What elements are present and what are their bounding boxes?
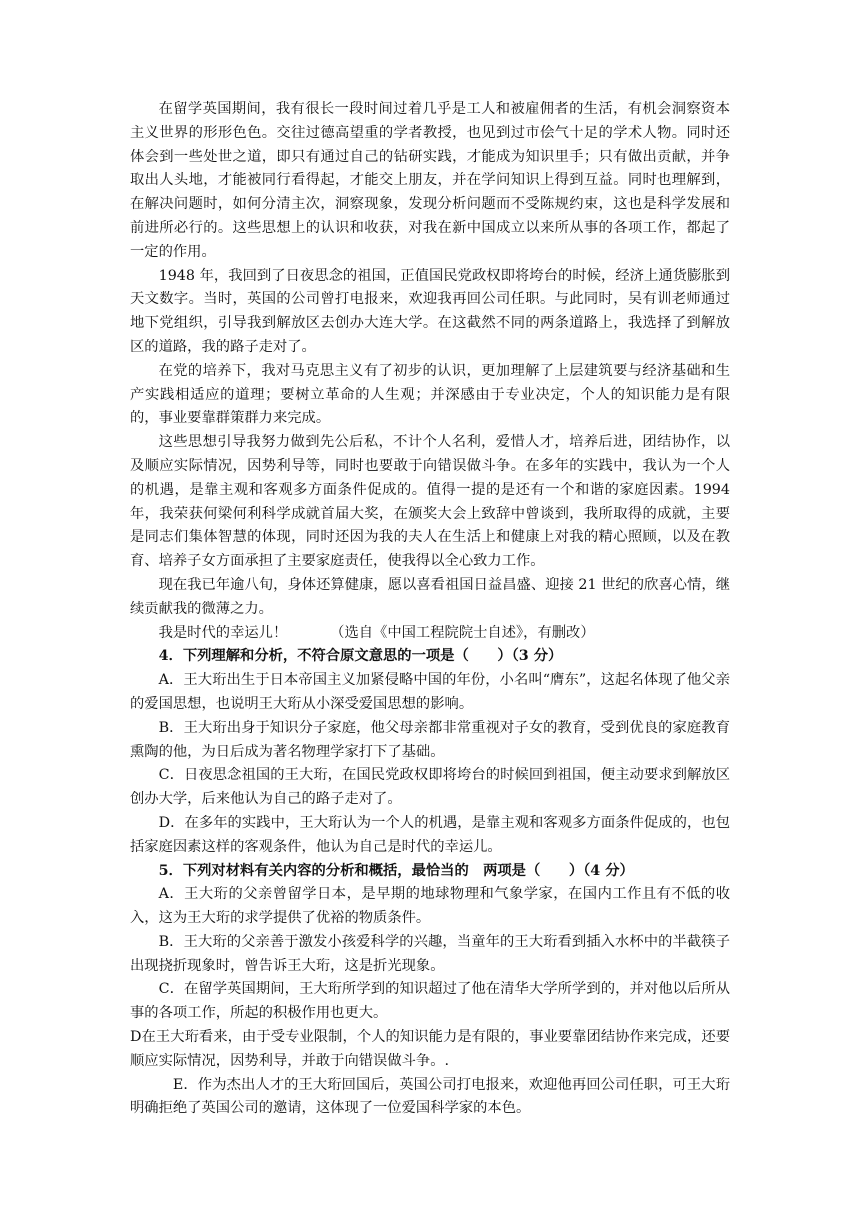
question-5-option-b: B．王大珩的父亲善于激发小孩爱科学的兴趣，当童年的王大珩看到插入水杯中的半截筷子出现挠折现象时，曾告诉王大珩，这是折光现象。 — [130, 933, 730, 974]
article-closing-line — [130, 622, 730, 646]
article-paragraph-2: 1948 年，我回到了日夜思念的祖国，正值国民党政权即将垮台的时候，经济上通货膨胀到天文数字。当时，英国的公司曾打电报来，欢迎我再回公司任职。与此同时，吴有训老师通过地下党组织，引导我到解放区去创办大连大学。在这截然不同的两条道路上，我选择了到解放区的道路，我的路子走对了。 — [130, 267, 730, 355]
closing-text: 我是时代的幸运儿！ — [158, 624, 288, 641]
question-5-option-e: E．作为杰出人才的王大珩回国后，英国公司打电报来，欢迎他再回公司任职，可王大珩明确拒绝了英国公司的邀请，这体现了一位爱国科学家的本色。 — [130, 1076, 730, 1117]
article-paragraph-4: 这些思想引导我努力做到先公后私，不计个人名利，爱惜人才，培养后进，团结协作，以及顺应实际情况，因势利导等，同时也要敢于向错误做斗争。在多年的实践中，我认为一个人的机遇，是靠主观和客观多方面条件促成的。值得一提的是还有一个和谐的家庭因素。1994 年，我荣获何梁何利科学成就首届大奖，在颁奖大会上致辞中曾谈到，我所取得的成就，主要是同志们集体智慧的体现，同时还因为我的夫人在生活上和健康上对我的精心照顾，以及在教育、培养子女方面承担了主要家庭责任，使我得以全心致力工作。 — [130, 434, 730, 570]
article-paragraph-3: 在党的培养下，我对马克思主义有了初步的认识，更加理解了上层建筑要与经济基础和生产实践相适应的道理；要树立革命的人生观；并深感由于专业决定，个人的知识能力是有限的，事业要靠群策群力来完成。 — [130, 362, 730, 427]
article-paragraph-1: 在留学英国期间，我有很长一段时间过着几乎是工人和被雇佣者的生活，有机会洞察资本主义世界的形形色色。交往过德高望重的学者教授，也见到过市侩气十足的学术人物。同时还体会到一些处世之道，即只有通过自己的钻研实践，才能成为知识里手；只有做出贡献，并争取出人头地，才能被同行看得起，才能交上朋友，并在学问知识上得到互益。同时也理解到，在解决问题时，如何分清主次，洞察现象，发现分析问题而不受陈规约束，这也是科学发展和前进所必行的。这些思想上的认识和收获，对我在新中国成立以来所从事的各项工作，都起了一定的作用。 — [130, 101, 730, 260]
question-4-stem: 4．下列理解和分析，不符合原文意思的一项是（ ）（3 分） — [158, 648, 563, 665]
question-4-option-b: B．王大珩出身于知识分子家庭，他父母亲都非常重视对子女的教育，受到优良的家庭教育熏陶的他，为日后成为著名物理学家打下了基础。 — [130, 719, 730, 760]
question-5-option-d: D在王大珩看来，由于受专业限制，个人的知识能力是有限的，事业要靠团结协作来完成，还要顺应实际情况，因势利导，并敢于向错误做斗争。. — [130, 1029, 730, 1069]
question-4-option-d: D．在多年的实践中，王大珩认为一个人的机遇，是靠主观和客观多方面条件促成的，也包括家庭因素这样的客观条件，他认为自己是时代的幸运儿。 — [130, 814, 730, 855]
document-page — [130, 98, 730, 1121]
question-5-stem: 5．下列对材料有关内容的分析和概括，最恰当的 两项是（ ）（4 分） — [158, 862, 634, 879]
question-4-option-a: A．王大珩出生于日本帝国主义加紧侵略中国的年份，小名叫“膺东”，这起名体现了他父亲的爱国思想，也说明王大珩从小深受爱国思想的影响。 — [130, 672, 730, 712]
question-4-option-c: C．日夜思念祖国的王大珩，在国民党政权即将垮台的时候回到祖国，便主动要求到解放区创办大学，后来他认为自己的路子走对了。 — [130, 767, 730, 808]
source-note: （选自《中国工程院院士自述》，有删改） — [330, 624, 595, 641]
question-5-option-a: A．王大珩的父亲曾留学日本，是早期的地球物理和气象学家，在国内工作且有不低的收入，这为王大珩的求学提供了优裕的物质条件。 — [130, 886, 730, 927]
question-5-option-c: C．在留学英国期间，王大珩所学到的知识超过了他在清华大学所学到的，并对他以后所从事的各项工作，所起的积极作用也更大。 — [130, 981, 730, 1022]
article-paragraph-5: 现在我已年逾八旬，身体还算健康，愿以喜看祖国日益昌盛、迎接 21 世纪的欣喜心情，继续贡献我的微薄之力。 — [130, 576, 730, 617]
